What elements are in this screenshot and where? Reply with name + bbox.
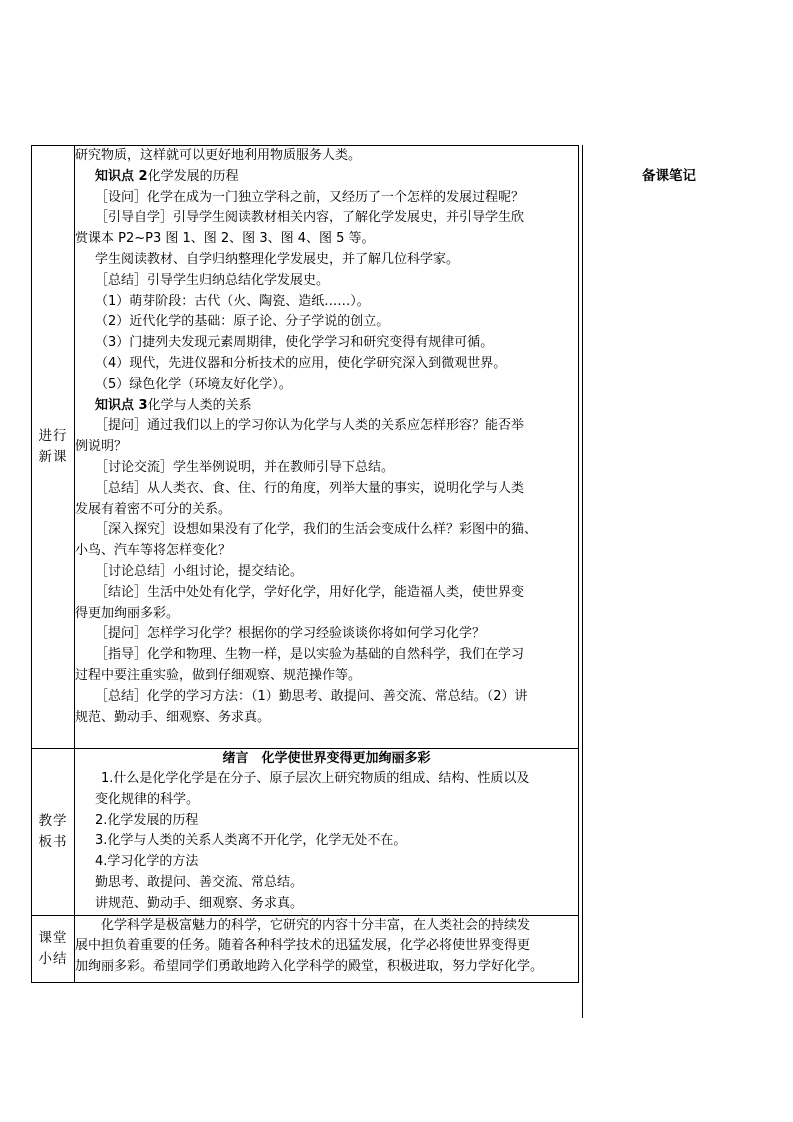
- text-line: 化学科学是极富魅力的科学，它研究的内容十分丰富，在人类社会的持续发: [101, 917, 531, 933]
- text-line: ［总结］从人类衣、食、住、行的角度，列举大量的事实，说明化学与人类: [95, 480, 525, 496]
- text-line: ［结论］生活中处处有化学，学好化学，用好化学，能造福人类，使世界变: [95, 584, 525, 600]
- text-line: 例说明？: [75, 439, 128, 455]
- text-line: 规范、勤动手、细观察、务求真。: [75, 709, 271, 725]
- board-label-line2: 板书: [38, 833, 68, 850]
- text-line: 展中担负着重要的任务。随着各种科学技术的迅猛发展，化学必将使世界变得更: [75, 938, 531, 954]
- new-lesson-label-line2: 新课: [38, 449, 68, 465]
- summary-label-line2: 小结: [38, 950, 68, 967]
- text-line: 勤思考、敢提问、善交流、常总结。: [95, 874, 304, 890]
- text-line: ［讨论总结］小组讨论，提交结论。: [95, 563, 304, 579]
- board-row: [32, 749, 579, 916]
- knowledge-point-3-number: 知识点 3: [95, 397, 148, 413]
- text-line: 2.化学发展的历程: [95, 812, 199, 828]
- text-line: 3.化学与人类的关系人类离不开化学，化学无处不在。: [95, 833, 407, 849]
- text-line: ［讨论交流］学生举例说明，并在教师引导下总结。: [95, 459, 395, 475]
- lesson-plan-table: [31, 145, 579, 983]
- text-line: 讲规范、勤动手、细观察、务求真。: [95, 895, 304, 911]
- text-line: ［总结］引导学生归纳总结化学发展史。: [95, 272, 330, 288]
- text-line: ［深入探究］设想如果没有了化学，我们的生活会变成什么样？彩图中的猫、: [95, 522, 538, 538]
- new-lesson-label: [32, 146, 75, 749]
- text-line: 4.学习化学的方法: [95, 854, 199, 870]
- text-line: ［提问］通过我们以上的学习你认为化学与人类的关系应怎样形容？能否举: [95, 418, 525, 434]
- board-label: [32, 749, 75, 916]
- board-content: [75, 749, 579, 916]
- text-line: 得更加绚丽多彩。: [75, 605, 180, 621]
- new-lesson-label-line1: 进行: [38, 428, 68, 444]
- knowledge-point-2-number: 知识点 2: [95, 168, 148, 184]
- text-line: 学生阅读教材、自学归纳整理化学发展史，并了解几位科学家。: [95, 251, 460, 267]
- knowledge-point-2-heading: [75, 167, 578, 188]
- summary-content: [75, 915, 579, 982]
- knowledge-point-2-title: 化学发展的历程: [147, 168, 239, 184]
- knowledge-point-3-title: 化学与人类的关系: [147, 397, 252, 413]
- text-line: 加绚丽多彩。希望同学们勇敢地跨入化学科学的殿堂，积极进取，努力学好化学。: [75, 959, 544, 975]
- text-line: 研究物质，这样就可以更好地利用物质服务人类。: [75, 148, 362, 163]
- new-lesson-content: [75, 146, 579, 749]
- board-title: 绪言 化学使世界变得更加绚丽多彩: [222, 751, 431, 766]
- text-line: ［指导］化学和物理、生物一样，是以实验为基础的自然科学，我们在学习: [95, 647, 525, 663]
- board-label-line1: 教学: [38, 812, 68, 829]
- text-line: （5）绿色化学（环境友好化学）。: [95, 376, 292, 392]
- text-line: ［设问］化学在成为一门独立学科之前，又经历了一个怎样的发展过程呢？: [95, 189, 525, 205]
- new-lesson-row: [32, 146, 579, 749]
- text-line: 1.什么是化学化学是在分子、原子层次上研究物质的组成、结构、性质以及: [101, 771, 530, 786]
- text-line: 变化规律的科学。: [95, 791, 200, 807]
- knowledge-point-3-heading: [75, 396, 578, 417]
- text-line: ［总结］化学的学习方法：（1）勤思考、敢提问、善交流、常总结。（2）讲: [95, 688, 528, 704]
- text-line: （1）萌芽阶段：古代（火、陶瓷、造纸……）。: [95, 293, 370, 309]
- text-line: 小鸟、汽车等将怎样变化？: [75, 543, 232, 559]
- notes-column-title: 备课笔记: [642, 168, 696, 184]
- summary-label-line1: 课堂: [38, 929, 68, 946]
- text-line: 赏课本 P2~P3 图 1、图 2、图 3、图 4、图 5 等。: [75, 231, 375, 247]
- text-line: （2）近代化学的基础：原子论、分子学说的创立。: [95, 314, 390, 330]
- text-line: ［引导自学］引导学生阅读教材相关内容，了解化学发展史，并引导学生欣: [95, 210, 525, 226]
- text-line: 发展有着密不可分的关系。: [75, 501, 232, 517]
- text-line: （3）门捷列夫发现元素周期律，使化学学习和研究变得有规律可循。: [95, 335, 494, 351]
- summary-row: [32, 915, 579, 982]
- summary-label: [32, 915, 75, 982]
- text-line: 过程中要注重实验，做到仔细观察、规范操作等。: [75, 667, 362, 683]
- notes-column-divider: [582, 145, 583, 1018]
- text-line: ［提问］怎样学习化学？根据你的学习经验谈谈你将如何学习化学？: [95, 626, 486, 642]
- text-line: （4）现代，先进仪器和分析技术的应用，使化学研究深入到微观世界。: [95, 355, 507, 371]
